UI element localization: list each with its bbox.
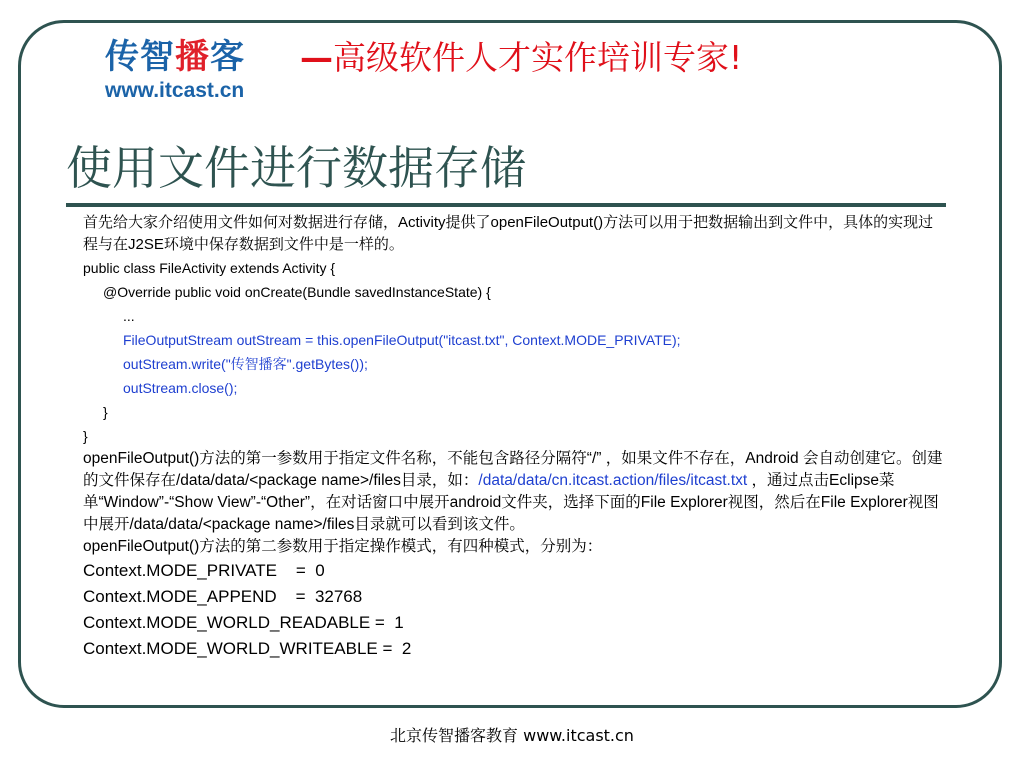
code-line: } bbox=[103, 404, 108, 420]
title-divider bbox=[66, 203, 946, 207]
slogan: —高级软件人才实作培训专家! bbox=[300, 38, 743, 77]
mode-item: Context.MODE_PRIVATE = 0 bbox=[83, 561, 325, 580]
slide-body bbox=[83, 212, 943, 662]
slide-title: 使用文件进行数据存储 bbox=[66, 141, 526, 195]
file-path-text: /data/data/cn.itcast.action/files/itcast.txt bbox=[478, 472, 748, 489]
code-line: public class FileActivity extends Activity { bbox=[83, 260, 336, 276]
mode-item: Context.MODE_APPEND = 32768 bbox=[83, 587, 363, 606]
itcast-logo bbox=[105, 38, 280, 110]
code-line: } bbox=[83, 428, 88, 444]
mode-item: Context.MODE_WORLD_WRITEABLE = 2 bbox=[83, 639, 412, 658]
code-line: ... bbox=[123, 308, 135, 324]
code-line: FileOutputStream outStream = this.openFileOutput("itcast.txt", Context.MODE_PRIVATE); bbox=[123, 332, 681, 348]
logo-url: www.itcast.cn bbox=[105, 79, 245, 102]
logo-chinese-text: 传智播客 bbox=[105, 37, 245, 77]
first-param-paragraph: openFileOutput()方法的第一参数用于指定文件名称，不能包含路径分隔符“/” ，如果文件不存在，Android 会自动创建它。创建的文件保存在/data/data/<package name>/files目录，如：/data/data/cn.itcast.action/files/itcast.txt ，通过点击Eclipse菜单“Window”-“Show View”-“Other”，在对话窗口中展开android文件夹，选择下面的File Explorer视图，然后在File Explorer视图中展开/data/data/<package name>/files目录就可以看到该文件。 bbox=[83, 450, 943, 533]
code-line: @Override public void onCreate(Bundle savedInstanceState) { bbox=[103, 284, 491, 300]
code-block bbox=[83, 256, 943, 448]
intro-paragraph: 首先给大家介绍使用文件如何对数据进行存储，Activity提供了openFileOutput()方法可以用于把数据输出到文件中，具体的实现过程与在J2SE环境中保存数据到文件中是一样的。 bbox=[83, 214, 934, 253]
code-line: outStream.write("传智播客".getBytes()); bbox=[123, 356, 368, 372]
mode-list bbox=[83, 558, 943, 662]
footer-text: 北京传智播客教育 www.itcast.cn bbox=[390, 726, 634, 745]
mode-item: Context.MODE_WORLD_READABLE = 1 bbox=[83, 613, 404, 632]
code-line: outStream.close(); bbox=[123, 380, 238, 396]
second-param-paragraph: openFileOutput()方法的第二参数用于指定操作模式，有四种模式，分别为： bbox=[83, 538, 603, 555]
